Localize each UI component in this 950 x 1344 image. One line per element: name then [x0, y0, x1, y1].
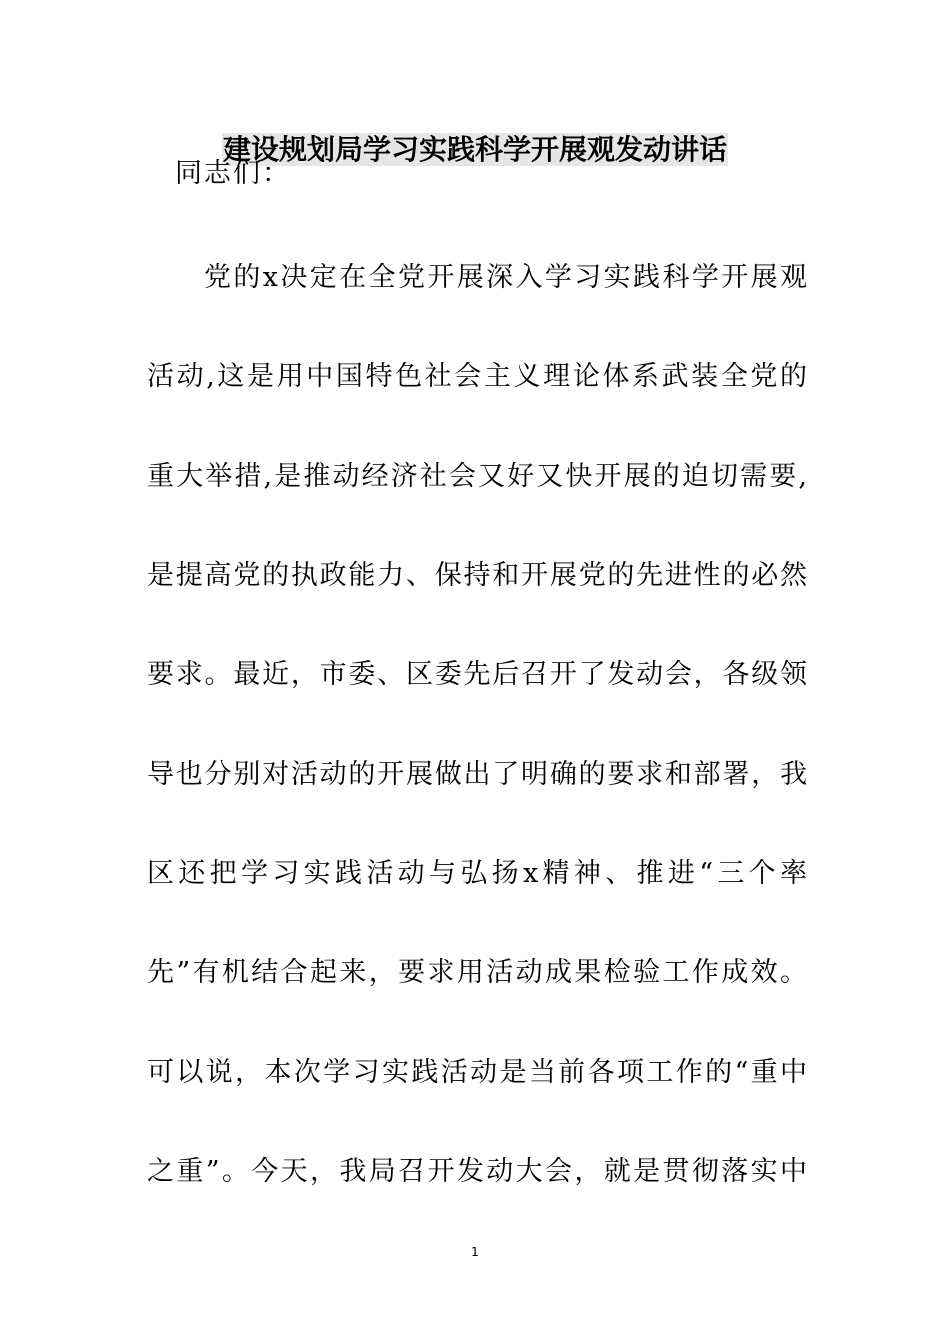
salutation: 同志们：: [175, 158, 291, 189]
paragraph-line: 活动,这是用中国特色社会主义理论体系武装全党的: [147, 361, 807, 392]
document-title-text: 建设规划局学习实践科学开展观发动讲话: [222, 133, 727, 166]
paragraph-line: 党的x决定在全党开展深入学习实践科学开展观: [204, 262, 807, 293]
paragraph-line: 是提高党的执政能力、保持和开展党的先进性的必然: [147, 560, 807, 591]
paragraph-line: 之重”。今天，我局召开发动大会，就是贯彻落实中: [147, 1156, 807, 1187]
page-number: 1: [471, 1245, 479, 1259]
paragraph-line: 区还把学习实践活动与弘扬x精神、推进“三个率: [147, 858, 807, 889]
paragraph-line: 先”有机结合起来，要求用活动成果检验工作成效。: [147, 957, 807, 988]
paragraph-line: 可以说，本次学习实践活动是当前各项工作的“重中: [147, 1057, 807, 1088]
paragraph-line: 要求。最近，市委、区委先后召开了发动会，各级领: [147, 659, 807, 690]
paragraph-line: 重大举措,是推动经济社会又好又快开展的迫切需要,: [147, 461, 807, 492]
document-title: [0, 128, 950, 172]
paragraph-line: 导也分别对活动的开展做出了明确的要求和部署，我: [147, 759, 807, 790]
